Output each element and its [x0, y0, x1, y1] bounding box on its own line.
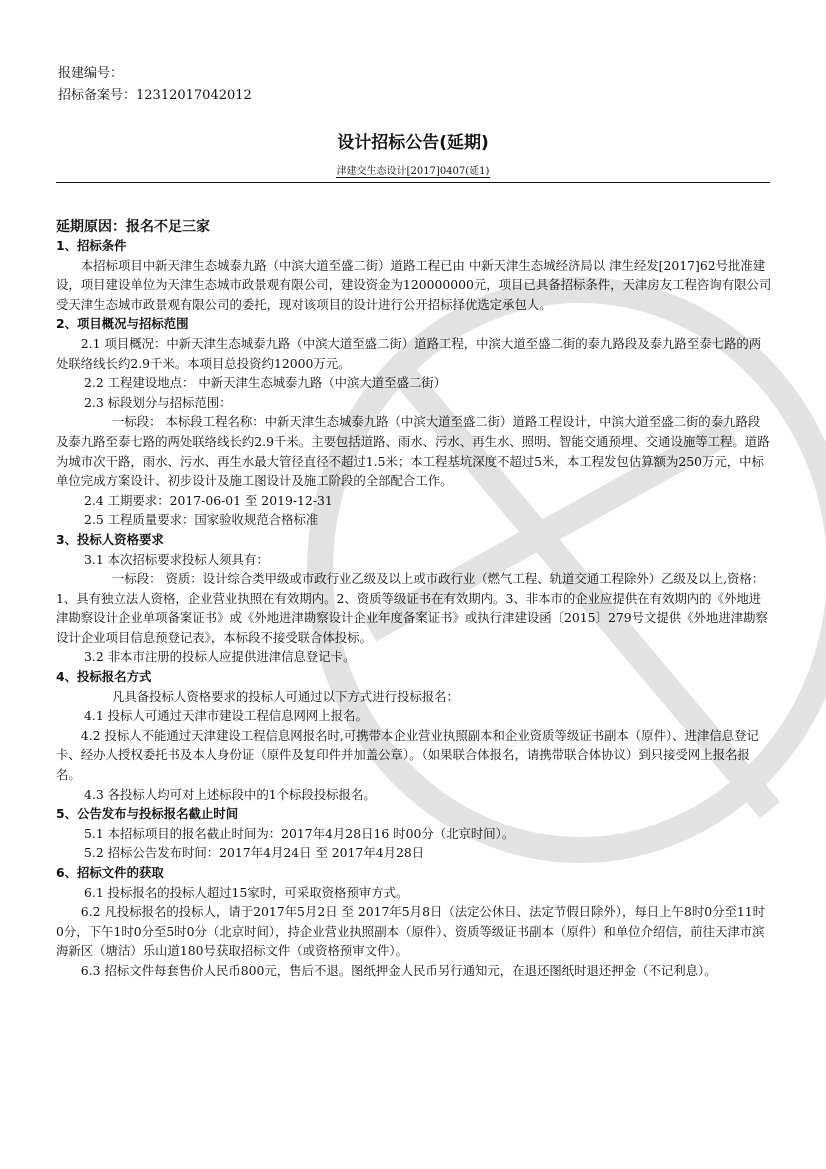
document-number: [0, 162, 826, 177]
delay-reason: 延期原因：报名不足三家: [56, 219, 210, 235]
record-number: 报建编号：: [58, 66, 124, 81]
section-2-heading: 2、项目概况与招标范围: [56, 316, 189, 332]
section-5-para-2: 5.2 招标公告发布时间：2017年4月24日 至 2017年4月28日: [84, 845, 425, 861]
section-2-para-2: 2.2 工程建设地点： 中新天津生态城泰九路（中滨大道至盛二街）: [84, 375, 447, 391]
page-title: 设计招标公告(延期): [337, 133, 489, 153]
section-6-para-3: 6.3 招标文件每套售价人民币800元，售后不退。图纸押金人民币另行通知元，在退还图纸时退还押金（不记利息）。: [80, 962, 717, 978]
section-2-para-1: 2.1 项目概况：中新天津生态城泰九路（中滨大道至盛二街）道路工程，中滨大道至盛二街的泰九路段及泰九路至泰七路的两处联络线长约2.9千米。本项目总投资约12000万元。: [56, 335, 762, 371]
section-1-para-1: 本招标项目中新天津生态城泰九路（中滨大道至盛二街）道路工程已由 中新天津生态城经济局以 津生经发[2017]62号批准建设，项目建设单位为天津生态城市政景观有限公司，建设资金为120000000元，项目已具备招标条件，天津房友工程咨询有限公司受天津生态城市政景观有限公司的委托，现对该项目的设计进行公开招标择优选定承包人。: [56, 257, 772, 312]
section-4-para-2: 4.1 投标人可通过天津市建设工程信息网网上报名。: [84, 708, 368, 724]
section-3-para-2: 一标段： 资质：设计综合类甲级或市政行业乙级及以上或市政行业（燃气工程、轨道交通工程除外）乙级及以上,资格：1、具有独立法人资格，企业营业执照在有效期内。2、资质等级证书在有效期内。3、非本市的企业应提供在有效期内的《外地进津勘察设计企业单项备案证书》或《外地进津勘察设计企业年度备案证书》或执行津建设函〔2015〕279号文提供《外地进津勘察设计企业项目信息预登记表》，本标段不接受联合体投标。: [56, 571, 768, 645]
section-1-heading: 1、招标条件: [56, 238, 127, 253]
section-2-para-4: 一标段： 本标段工程名称：中新天津生态城泰九路（中滨大道至盛二街）道路工程设计，中滨大道至盛二街的泰九路段及泰九路至泰七路的两处联络线长约2.9千米。主要包括道路、雨水、污水、再生水、照明、智能交通预埋、交通设施等工程。道路为城市次干路，雨水、污水、再生水最大管径直径不超过1.5米；本工程基坑深度不超过5米，本工程发包估算额为250万元，中标单位完成方案设计、初步设计及施工图设计及施工阶段的全部配合工作。: [56, 414, 770, 489]
section-5-para-1: 5.1 本招标项目的报名截止时间为：2017年4月28日16 时00分（北京时间）。: [84, 825, 515, 841]
section-4-para-1: 凡具备投标人资格要求的投标人可通过以下方式进行投标报名：: [112, 688, 459, 704]
section-3-para-1: 3.1 本次招标要求投标人须具有：: [84, 551, 269, 567]
section-4-para-3: 4.2 投标人不能通过天津建设工程信息网报名时,可携带本企业营业执照副本和企业资质等级证书副本（原件）、进津信息登记卡、经办人授权委托书及本人身份证（原件及复印件并加盖公章）。（如果联合体报名，请携带联合体协议）到只接受网上报名报名。: [56, 727, 759, 783]
document-number-text: 津建交生态设计[2017]0407(延1): [336, 166, 490, 177]
section-6-para-2: 6.2 凡投标报名的投标人，请于2017年5月2日 至 2017年5月8日（法定公休日、法定节假日除外），每日上午8时0分至11时0分，下午1时0分至5时0分（北京时间），持企业营业执照副本（原件）、资质等级证书副本（原件）和单位介绍信，前往天津市滨海新区（塘沽）乐山道180号获取招标文件（或资格预审文件）。: [56, 904, 766, 959]
section-4-para-4: 4.3 各投标人均可对上述标段中的1个标段投标报名。: [84, 786, 376, 802]
section-5-heading: 5、公告发布与投标报名截止时间: [56, 806, 239, 822]
title-divider: [56, 182, 770, 183]
tender-record-number: 招标备案号：12312017042012: [58, 88, 252, 103]
section-2-para-5: 2.4 工期要求：2017-06-01 至 2019-12-31: [84, 492, 333, 508]
section-6-heading: 6、招标文件的获取: [56, 865, 164, 880]
section-3-para-3: 3.2 非本市注册的投标人应提供进津信息登记卡。: [84, 649, 356, 665]
section-2-para-3: 2.3 标段划分与招标范围：: [84, 394, 232, 410]
section-4-heading: 4、投标报名方式: [56, 669, 152, 685]
section-2-para-6: 2.5 工程质量要求：国家验收规范合格标准: [84, 512, 319, 528]
section-3-heading: 3、投标人资格要求: [56, 531, 164, 547]
section-6-para-1: 6.1 投标报名的投标人超过15家时，可采取资格预审方式。: [84, 884, 409, 900]
notice-body: [56, 236, 772, 981]
